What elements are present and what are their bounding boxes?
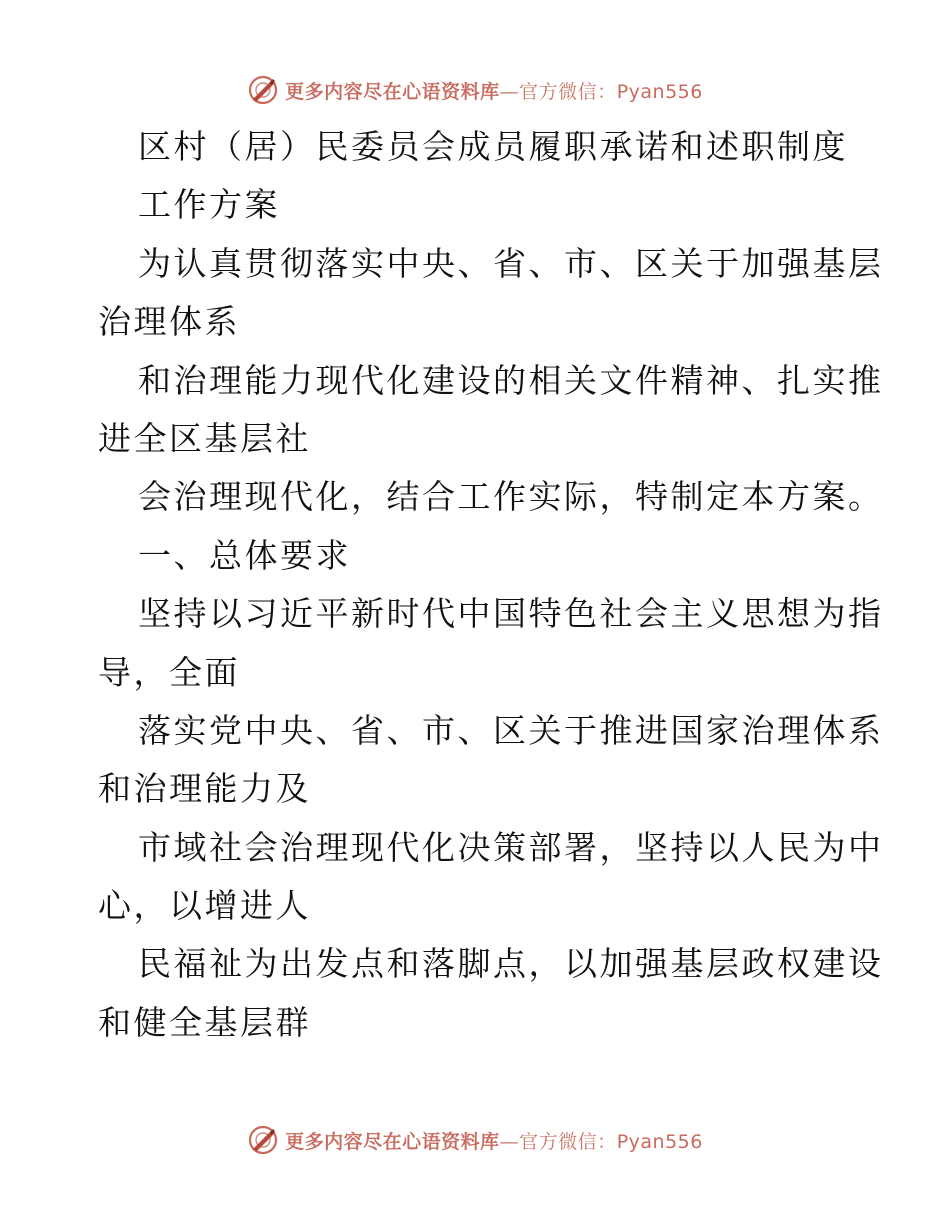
document-line: 心，以增进人 bbox=[98, 886, 311, 926]
document-line: 进全区基层社 bbox=[98, 418, 311, 458]
banner-dash: — bbox=[499, 80, 520, 103]
document-line: 民福祉为出发点和落脚点，以加强基层政权建设 bbox=[138, 944, 884, 984]
document-line: 导，全面 bbox=[98, 652, 240, 692]
banner-contact-id: Pyan556 bbox=[616, 80, 703, 103]
document-line: 市域社会治理现代化决策部署，坚持以人民为中 bbox=[138, 827, 884, 867]
banner-contact-label: 官方微信： bbox=[519, 1130, 617, 1153]
pen-logo-icon bbox=[247, 74, 279, 106]
document-line: 区村（居）民委员会成员履职承诺和述职制度 bbox=[138, 127, 848, 166]
document-line: 和治理能力现代化建设的相关文件精神、扎实推 bbox=[138, 360, 884, 400]
document-body bbox=[98, 118, 884, 1052]
document-line: 为认真贯彻落实中央、省、市、区关于加强基层 bbox=[138, 243, 884, 283]
banner-brand-text: 更多内容尽在心语资料库 bbox=[285, 80, 500, 103]
banner-brand-text: 更多内容尽在心语资料库 bbox=[285, 1130, 500, 1153]
pen-logo-icon bbox=[247, 1124, 279, 1156]
banner-contact-id: Pyan556 bbox=[616, 1130, 703, 1153]
document-line: 会治理现代化，结合工作实际，特制定本方案。 bbox=[138, 477, 884, 517]
footer-watermark-banner bbox=[0, 1120, 950, 1160]
header-watermark-banner bbox=[0, 70, 950, 110]
document-line: 治理体系 bbox=[98, 302, 240, 342]
document-line: 和治理能力及 bbox=[98, 769, 311, 809]
document-line: 坚持以习近平新时代中国特色社会主义思想为指 bbox=[138, 594, 884, 634]
document-line: 落实党中央、省、市、区关于推进国家治理体系 bbox=[138, 710, 884, 750]
document-line: 一、总体要求 bbox=[138, 535, 351, 575]
document-line: 工作方案 bbox=[138, 185, 280, 225]
document-line: 和健全基层群 bbox=[98, 1002, 311, 1042]
banner-dash: — bbox=[499, 1130, 520, 1153]
banner-contact-label: 官方微信： bbox=[519, 80, 617, 103]
